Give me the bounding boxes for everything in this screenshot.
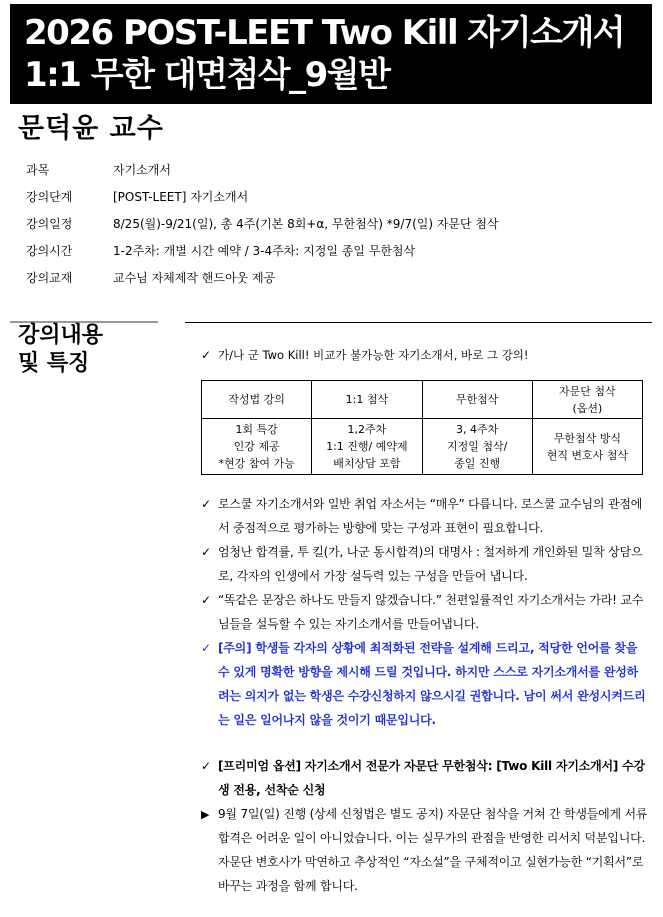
spacer	[198, 732, 648, 754]
info-value: 교수님 자체제작 핸드아웃 제공	[113, 271, 276, 285]
check-icon: ✓	[201, 641, 211, 655]
feature-table	[201, 380, 643, 475]
table-header: 자문단 첨삭 (옵션)	[532, 381, 642, 419]
info-value: 1-2주차: 개별 시간 예약 / 3-4주차: 지정일 종일 무한첨삭	[113, 244, 416, 258]
cell-line: 1,2주차	[347, 423, 387, 436]
table-header: 작성법 강의	[202, 381, 312, 419]
triangle-right-icon: ▶	[201, 808, 210, 821]
list-item	[198, 540, 648, 588]
intro-line	[198, 346, 663, 364]
title-line-1: 2026 POST-LEET Two Kill 자기소개서	[24, 13, 625, 53]
info-key: 강의시간	[26, 244, 73, 258]
cell-line: 현직 변호사 첨삭	[546, 448, 629, 462]
info-key: 강의단계	[26, 190, 73, 204]
section-title	[18, 322, 103, 378]
section-title-line-2: 및 특징	[18, 351, 90, 376]
table-header-row	[202, 381, 643, 419]
info-value: [POST-LEET] 자기소개서	[113, 190, 249, 204]
cell-line: 종일 진행	[454, 457, 501, 470]
info-key: 과목	[26, 163, 50, 177]
cell-line: 1회 특강	[235, 423, 278, 436]
warning-item	[198, 636, 648, 732]
list-item-text: 엄청난 합격률, 투 킬(가, 나군 동시합격)의 대명사 : 철저하게 개인화된 밀착 상담으로, 각자의 인생에서 가장 설득력 있는 구성을 만들어 냅니다.	[218, 545, 643, 583]
table-cell	[312, 419, 422, 475]
premium-detail-text: 9월 7일(일) 진행 (상세 신청법은 별도 공지) 자문단 첨삭을 거쳐 간 학생들에게 서류 합격은 어려운 일이 아니었습니다. 이는 실무가의 관점을 반영한 리서치 덕분입니다. 자문단 변호사가 막연하고 추상적인 “자소설”을 구체적이고 실현가능한 “기획서”로 바꾸는 과정을 함께 합니다.	[218, 807, 648, 893]
section-title-line-1: 강의내용	[18, 323, 104, 348]
title-banner	[10, 4, 652, 104]
table-row	[202, 419, 643, 475]
info-key: 강의일정	[26, 217, 73, 231]
premium-text: [프리미엄 옵션] 자기소개서 전문가 자문단 무한첨삭: [Two Kill 자기소개서] 수강생 전용, 선착순 신청	[218, 759, 645, 797]
check-icon: ✓	[201, 545, 211, 559]
cell-line: 무한첨삭 방식	[553, 431, 621, 445]
instructor-name: 문덕윤 교수	[18, 113, 164, 144]
list-item	[198, 588, 648, 636]
feature-list	[198, 492, 648, 898]
info-key: 강의교재	[26, 271, 73, 285]
list-item	[198, 492, 648, 540]
cell-line: 1:1 진행/ 예약제	[326, 440, 408, 453]
info-value: 8/25(월)-9/21(일), 총 4주(기본 8회+α, 무한첨삭) *9/7(일) 자문단 첨삭	[113, 217, 499, 231]
table-cell	[202, 419, 312, 475]
table-cell	[422, 419, 532, 475]
list-item-text: “똑같은 문장은 하나도 만들지 않겠습니다.” 천편일률적인 자기소개서는 가라! 교수님들을 설득할 수 있는 자기소개서를 만들어냅니다.	[218, 593, 644, 631]
table-cell	[532, 419, 642, 475]
cell-line: 3, 4주차	[456, 423, 499, 436]
table-header: 1:1 첨삭	[312, 381, 422, 419]
cell-line: 지정일 첨삭/	[446, 440, 508, 453]
info-value: 자기소개서	[113, 163, 171, 177]
title-line-2: 1:1 무한 대면첨삭_9월반	[24, 55, 390, 95]
list-item-text: 로스쿨 자기소개서와 일반 취업 자소서는 “매우” 다릅니다. 로스쿨 교수님의 관점에서 중점적으로 평가하는 방향에 맞는 구성과 표현이 필요합니다.	[218, 497, 643, 535]
intro-text: 가/나 군 Two Kill! 비교가 불가능한 자기소개서, 바로 그 강의!	[218, 348, 529, 362]
premium-option	[198, 754, 648, 802]
cell-line: *현강 참여 가능	[218, 457, 295, 470]
warning-text: [주의] 학생들 각자의 상황에 최적화된 전략을 설계해 드리고, 적당한 언어를 찾을 수 있게 명확한 방향을 제시해 드릴 것입니다. 하지만 스스로 자기소개서를 완성하려는 의지가 없는 학생은 수강신청하지 않으시길 권합니다. 남이 써서 완성시켜드리는 일은 일어나지 않을 것이기 때문입니다.	[218, 641, 646, 727]
check-icon: ✓	[201, 497, 211, 511]
cell-line: 배치상담 포함	[333, 457, 401, 470]
premium-detail	[198, 802, 648, 898]
check-icon: ✓	[201, 593, 211, 607]
table-header: 무한첨삭	[422, 381, 532, 419]
check-icon: ✓	[201, 348, 212, 362]
check-icon: ✓	[201, 759, 211, 773]
section-divider-right	[185, 322, 652, 323]
cell-line: 인강 제공	[233, 440, 280, 453]
